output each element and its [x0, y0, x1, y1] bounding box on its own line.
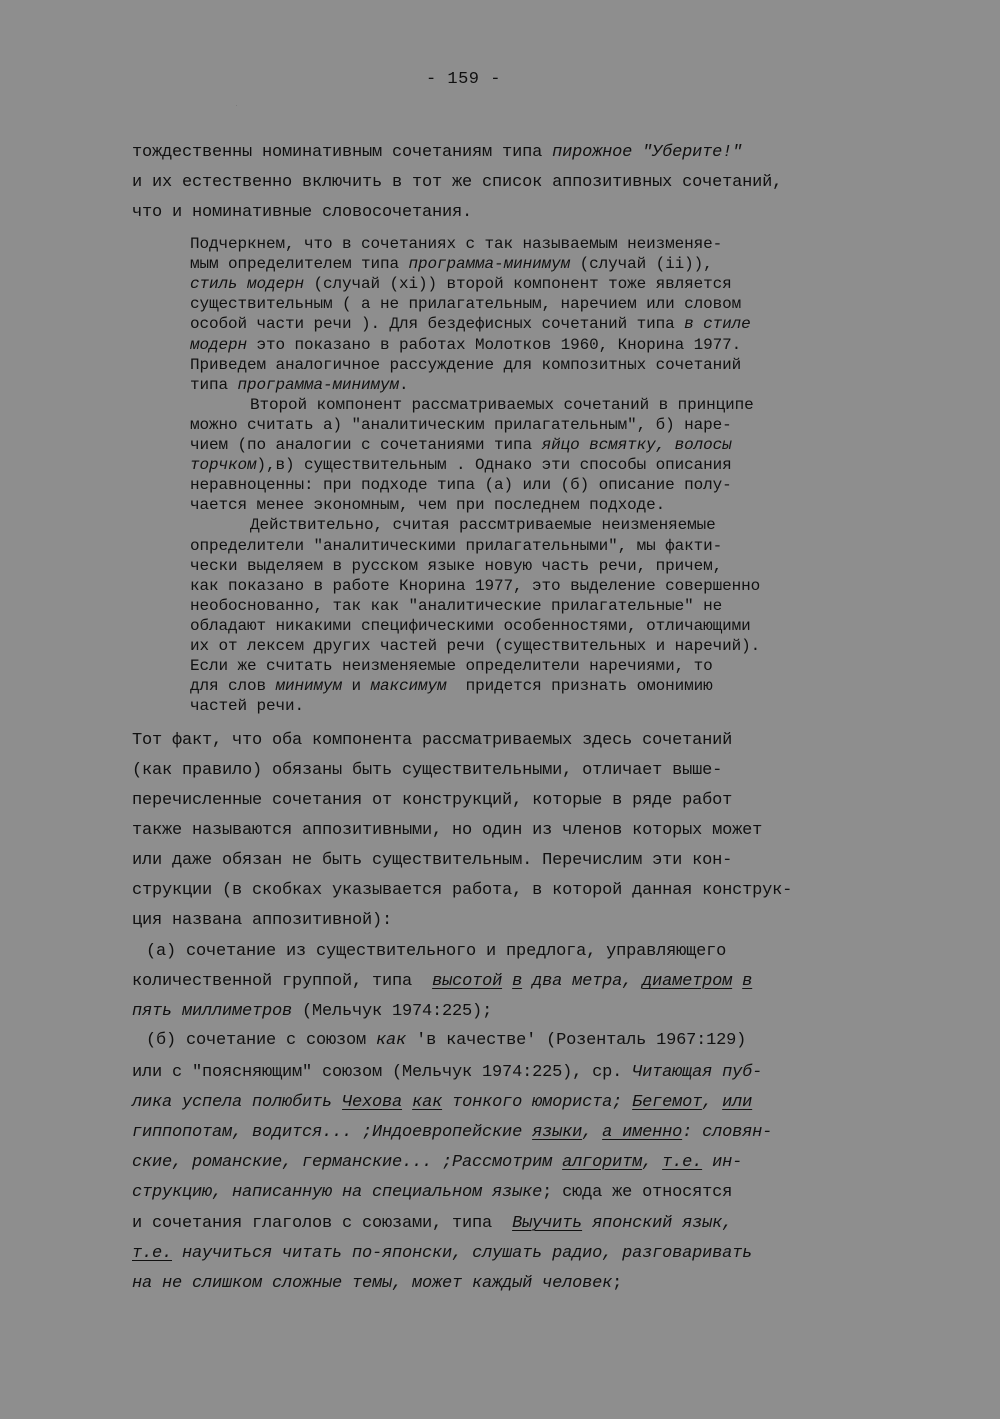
paragraph-line	[132, 791, 732, 810]
text-run: что и номинативные словосочетания.	[132, 203, 473, 222]
text-run: на не слишком сложные темы, может каждый человек	[132, 1274, 613, 1293]
text-run: Приведем аналогичное рассуждение для композитных сочетаний	[190, 356, 742, 374]
text-run: два метра,	[522, 972, 643, 991]
text-run: ; сюда же относятся	[542, 1183, 733, 1202]
quote-line	[190, 537, 722, 555]
paragraph-line	[132, 731, 732, 750]
text-run: придется признать омонимию	[446, 677, 713, 695]
text-run: .	[399, 376, 409, 394]
text-run: ,	[642, 1153, 663, 1172]
text-run: программа-минимум	[237, 376, 400, 394]
text-run: особой части речи ). Для бездефисных сочетаний типа	[190, 315, 685, 333]
text-run: как	[412, 1093, 443, 1112]
quote-line	[190, 376, 409, 394]
text-run: существительным ( а не прилагательным, наречием или словом	[190, 295, 742, 313]
quote-line	[190, 356, 741, 374]
paragraph-line	[132, 821, 762, 840]
text-run: ин-	[702, 1153, 743, 1172]
text-run: языки	[532, 1123, 583, 1142]
list-item-line	[132, 1153, 742, 1172]
text-run: Читающая пуб-	[632, 1063, 763, 1082]
text-run: стиль модерн	[190, 275, 305, 293]
quote-line	[190, 557, 722, 575]
quote-line	[190, 436, 732, 454]
text-run: ские, романские, германские... ;Рассмотрим	[132, 1153, 563, 1172]
text-run: струкцию, написанную на специальном языке	[132, 1183, 543, 1202]
text-run: чием (по аналогии с сочетаниями типа	[190, 436, 542, 454]
quote-line	[190, 255, 713, 273]
paragraph-line	[132, 203, 472, 222]
text-run: торчком	[190, 456, 257, 474]
text-run: Подчеркнем, что в сочетаниях с так называемым неизменяе-	[190, 235, 723, 253]
text-run: частей речи.	[190, 697, 305, 715]
text-run: в	[742, 972, 753, 991]
quote-line	[190, 315, 751, 333]
list-item-line	[132, 972, 752, 991]
text-run: Выучить	[512, 1214, 583, 1233]
text-run: также называются аппозитивными, но один из членов которых может	[132, 821, 763, 840]
text-run: ,	[582, 1123, 603, 1142]
text-run: Действительно, считая рассмтриваемые неизменяемые	[250, 516, 716, 534]
text-run: яйцо всмятку, волосы	[541, 436, 732, 454]
text-run: и их естественно включить в тот же список аппозитивных сочетаний,	[132, 173, 783, 192]
text-run: можно считать а) "аналитическим прилагательным", б) наре-	[190, 416, 732, 434]
text-run: : словян-	[682, 1123, 773, 1142]
text-run: определители "аналитическими прилагательными", мы факти-	[190, 537, 723, 555]
text-run: т.е.	[132, 1244, 173, 1263]
text-run: перечисленные сочетания от конструкций, которые в ряде работ	[132, 791, 733, 810]
list-item-line	[146, 942, 726, 961]
list-item-line	[132, 1093, 752, 1112]
list-item-line	[132, 1123, 772, 1142]
text-run: Чехова	[342, 1093, 403, 1112]
text-run: (как правило) обязаны быть существительными, отличает выше-	[132, 761, 723, 780]
text-run: это показано в работах Молотков 1960, Кнорина 1977.	[247, 336, 742, 354]
quote-line	[190, 637, 760, 655]
text-run: (Мельчук 1974:225);	[292, 1002, 493, 1021]
text-run: высотой	[432, 972, 503, 991]
paragraph-line	[132, 911, 392, 930]
text-run: ция названа аппозитивной):	[132, 911, 393, 930]
quote-line	[190, 677, 713, 695]
text-run: чески выделяем в русском языке новую часть речи, причем,	[190, 557, 723, 575]
text-run: (б) сочетание с союзом	[146, 1031, 377, 1050]
text-run: (случай (ii)),	[570, 255, 713, 273]
text-run	[402, 1093, 412, 1112]
text-run: пирожное "Уберите!"	[552, 143, 743, 162]
quote-line	[190, 275, 732, 293]
text-run: неравноценны: при подходе типа (а) или (б) описание полу-	[190, 476, 732, 494]
text-run: научиться читать по-японски, слушать радио, разговаривать	[172, 1244, 753, 1263]
text-run: Второй компонент рассматриваемых сочетаний в принципе	[250, 396, 754, 414]
text-run: чается менее экономным, чем при последнем подходе.	[190, 496, 666, 514]
text-run: 'в качестве' (Розенталь 1967:129)	[406, 1031, 747, 1050]
scan-speck	[236, 105, 237, 106]
text-run: струкции (в скобках указывается работа, в которой данная конструк-	[132, 881, 793, 900]
text-run: для слов	[190, 677, 276, 695]
text-run: минимум	[275, 677, 343, 695]
quote-line	[250, 396, 754, 414]
text-run: (а) сочетание из существительного и предлога, управляющего	[146, 942, 727, 961]
text-run: ;	[612, 1274, 623, 1293]
text-run: и сочетания глаголов с союзами, типа	[132, 1214, 513, 1233]
quote-line	[190, 295, 741, 313]
text-run: типа	[190, 376, 238, 394]
text-run: т.е.	[662, 1153, 703, 1172]
text-run: ,	[702, 1093, 723, 1112]
text-run: модерн	[190, 336, 248, 354]
quote-line	[190, 336, 741, 354]
text-run: или даже обязан не быть существительным. Перечислим эти кон-	[132, 851, 733, 870]
paragraph-line	[132, 881, 792, 900]
quote-line	[190, 697, 304, 715]
text-run: гиппопотам, водится... ;Индоевропейские	[132, 1123, 533, 1142]
list-item-line	[132, 1002, 492, 1021]
text-run: в стиле	[684, 315, 751, 333]
list-item-line	[132, 1274, 622, 1293]
text-run: Если же считать неизменяемые определители наречиями, то	[190, 657, 713, 675]
text-run: диаметром	[642, 972, 733, 991]
quote-line	[190, 496, 665, 514]
text-run: их от лексем других частей речи (существительных и наречий).	[190, 637, 761, 655]
text-run: (случай (xi)) второй компонент тоже является	[304, 275, 732, 293]
text-run: максимум	[370, 677, 447, 695]
text-run: алгоритм	[562, 1153, 643, 1172]
quote-line	[250, 516, 716, 534]
text-run	[732, 972, 742, 991]
text-run: Тот факт, что оба компонента рассматриваемых здесь сочетаний	[132, 731, 733, 750]
list-item-line	[132, 1244, 752, 1263]
quote-line	[190, 235, 722, 253]
quote-line	[190, 617, 751, 635]
quote-line	[190, 597, 722, 615]
paragraph-line	[132, 143, 742, 162]
list-item-line	[132, 1063, 762, 1082]
quote-line	[190, 476, 732, 494]
text-run: в	[512, 972, 523, 991]
paragraph-line	[132, 851, 732, 870]
quote-line	[190, 416, 732, 434]
text-run: ),в) существительным . Однако эти способы описания	[256, 456, 732, 474]
text-run: а именно	[602, 1123, 683, 1142]
page-number: - 159 -	[426, 70, 501, 89]
text-run: как	[376, 1031, 407, 1050]
quote-line	[190, 456, 732, 474]
text-run: и	[342, 677, 371, 695]
list-item-line	[146, 1031, 746, 1050]
text-run: тонкого юмориста;	[442, 1093, 633, 1112]
text-run: обладают никакими специфическими особенностями, отличающими	[190, 617, 751, 635]
text-run: Бегемот	[632, 1093, 703, 1112]
text-run	[502, 972, 512, 991]
text-run: количественной группой, типа	[132, 972, 433, 991]
paragraph-line	[132, 761, 722, 780]
text-run: необоснованно, так как "аналитические прилагательные" не	[190, 597, 723, 615]
text-run: или	[722, 1093, 753, 1112]
paragraph-line	[132, 173, 782, 192]
quote-line	[190, 577, 760, 595]
text-run: мым определителем типа	[190, 255, 409, 273]
text-run: как показано в работе Кнорина 1977, это выделение совершенно	[190, 577, 761, 595]
text-run: лика успела полюбить	[132, 1093, 343, 1112]
text-run: японский язык,	[582, 1214, 733, 1233]
list-item-line	[132, 1183, 732, 1202]
text-run: пять миллиметров	[132, 1002, 293, 1021]
list-item-line	[132, 1214, 732, 1233]
text-run: или с "поясняющим" союзом (Мельчук 1974:225), ср.	[132, 1063, 633, 1082]
text-run: тождественны номинативным сочетаниям типа	[132, 143, 553, 162]
text-run: программа-минимум	[408, 255, 571, 273]
quote-line	[190, 657, 713, 675]
